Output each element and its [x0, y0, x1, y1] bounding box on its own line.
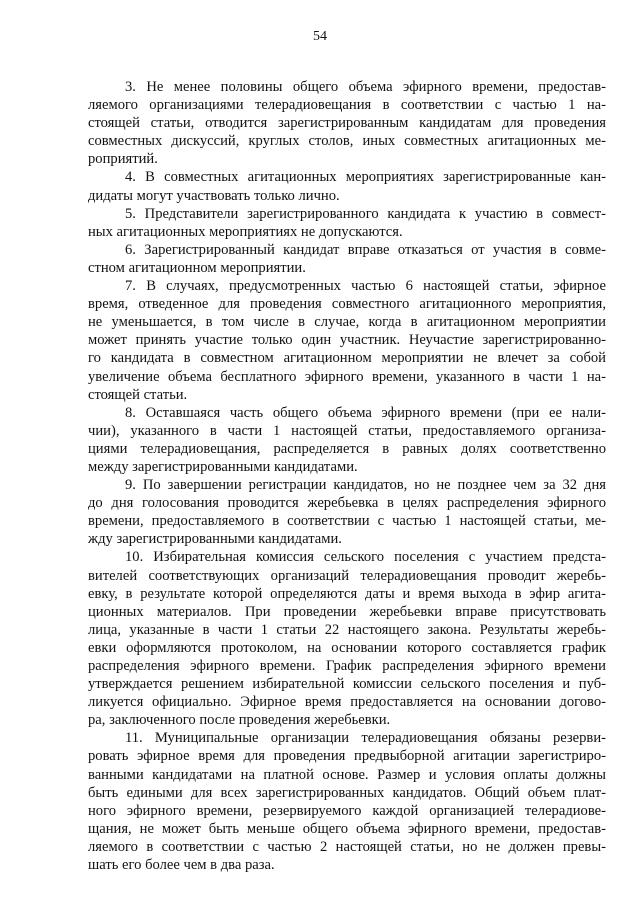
paragraph-6 — [88, 241, 606, 277]
text-line: ра, заключенного после проведения жеребьевки. — [88, 712, 391, 729]
text-line: распределения эфирного времени. График распределения эфирного времени — [88, 658, 606, 674]
paragraph-4 — [88, 168, 606, 204]
text-line: го кандидата в совместном агитационном мероприятии не влечет за собой — [88, 350, 606, 367]
paragraph-10 — [88, 548, 606, 729]
text-line: 10. Избирательная комиссия сельского поселения с участием предста- — [125, 549, 606, 566]
text-line: стоящей статьи, отводится зарегистрированным кандидатам для проведения — [88, 115, 606, 132]
text-line: щания, не может быть меньше общего объема эфирного времени, предостав- — [88, 820, 606, 837]
text-line: быть едиными для всех зарегистрированных кандидатов. Общий объем плат- — [88, 784, 606, 801]
text-line: 8. Оставшаяся часть общего объема эфирного времени (при ее нали- — [125, 404, 606, 421]
text-line: ционных материалов. При проведении жеребьевки вправе присутствовать — [88, 603, 606, 620]
text-line: утверждается решением избирательной комиссии сельского поселения и пуб- — [88, 676, 606, 693]
text-line: 5. Представители зарегистрированного кандидата к участию в совмест- — [125, 205, 606, 222]
text-line: не уменьшается, в том числе в случае, когда в агитационном мероприятии — [88, 314, 606, 331]
paragraph-11 — [88, 729, 606, 874]
text-line: стном агитационном мероприятии. — [88, 259, 306, 276]
text-line: ляемого организациями телерадиовещания в соответствии с частью 1 на- — [88, 97, 606, 114]
text-line: 11. Муниципальные организации телерадиовещания обязаны резерви- — [125, 730, 606, 747]
text-line: ного эфирного времени, резервируемого каждой организацией телерадиове- — [88, 802, 606, 819]
text-line: шать его более чем в два раза. — [88, 857, 275, 874]
text-line: ляемого в соответствии с частью 2 настоящей статьи, но не должен превы- — [88, 838, 606, 855]
paragraph-5 — [88, 205, 606, 241]
text-line: времени, предоставляемого в соответствии с частью 1 настоящей статьи, ме- — [88, 513, 606, 530]
text-line: 6. Зарегистрированный кандидат вправе отказаться от участия в совме- — [125, 241, 606, 258]
text-line: 9. По завершении регистрации кандидатов, но не позднее чем за 32 дня — [125, 477, 606, 494]
text-line: 4. В совместных агитационных мероприятиях зарегистрированные кан- — [125, 169, 606, 186]
text-line: циями телерадиовещания, распределяется в равных долях соответственно — [88, 440, 606, 457]
text-line: вителей соответствующих организаций телерадиовещания проводит жеребь- — [88, 567, 606, 584]
text-line: роприятий. — [88, 151, 158, 168]
text-line: чии), указанного в части 1 настоящей статьи, предоставляемого организа- — [88, 422, 606, 439]
text-line: стоящей статьи. — [88, 386, 188, 403]
text-line: ных агитационных мероприятиях не допускаются. — [88, 223, 403, 240]
text-line: дидаты могут участвовать только лично. — [88, 187, 340, 204]
text-line: ровать эфирное время для проведения предвыборной агитации зарегистриро- — [88, 748, 606, 765]
text-line: 7. В случаях, предусмотренных частью 6 настоящей статьи, эфирное — [125, 278, 606, 295]
page-number: 54 — [313, 29, 327, 44]
document-body — [88, 78, 606, 874]
text-line: увеличение объема бесплатного эфирного времени, указанного в части 1 на- — [88, 368, 606, 385]
text-line: до дня голосования проводится жеребьевка в целях распределения эфирного — [88, 495, 606, 512]
text-line: евку, в результате которой определяются даты и время выхода в эфир агита- — [88, 585, 606, 602]
text-line: совместных дискуссий, круглых столов, иных совместных агитационных ме- — [88, 133, 606, 150]
text-line: может принять участие только один участник. Неучастие зарегистрированно- — [88, 332, 606, 349]
paragraph-7 — [88, 277, 606, 404]
text-line: ликуется официально. Эфирное время предоставляется на основании догово- — [88, 694, 606, 711]
text-line: ванными кандидатами на платной основе. Размер и условия оплаты должны — [88, 766, 606, 783]
paragraph-3 — [88, 78, 606, 168]
text-line: 3. Не менее половины общего объема эфирного времени, предостав- — [125, 79, 606, 95]
text-line: время, отведенное для проведения совместного агитационного мероприятия, — [88, 296, 606, 313]
paragraph-8 — [88, 404, 606, 476]
text-line: жду зарегистрированными кандидатами. — [88, 531, 342, 548]
text-line: между зарегистрированными кандидатами. — [88, 458, 358, 475]
paragraph-9 — [88, 476, 606, 548]
text-line: евки оформляются протоколом, на основании которого составляется график — [88, 639, 606, 656]
text-line: лица, указанные в части 1 статьи 22 настоящего закона. Результаты жеребь- — [88, 621, 606, 638]
